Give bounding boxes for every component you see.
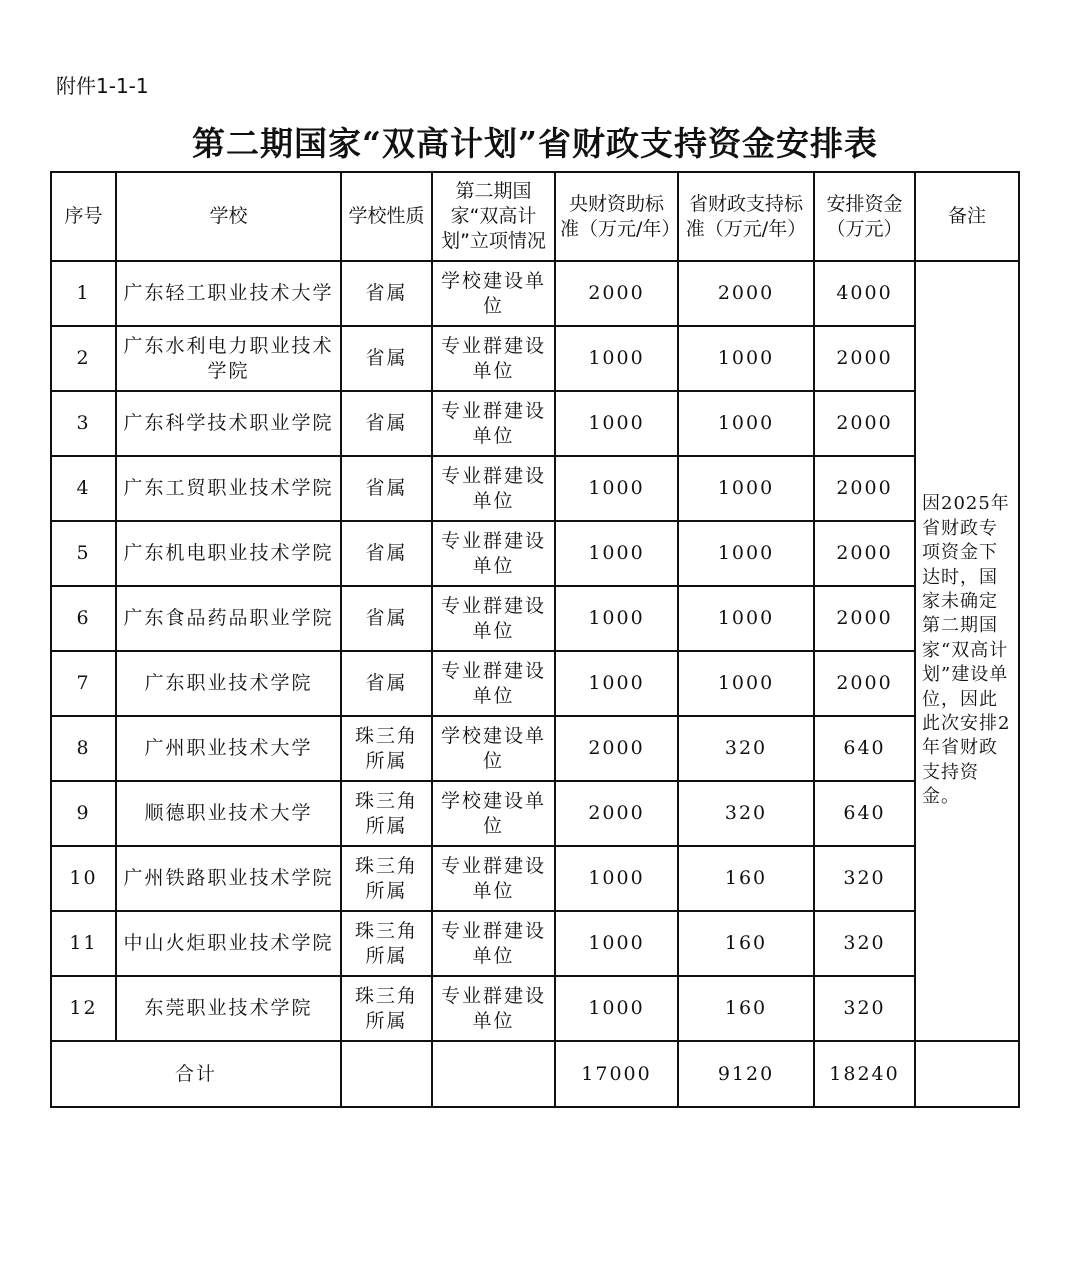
- cell-provincial: 1000: [678, 521, 814, 586]
- cell-status: 专业群建设单位: [432, 976, 555, 1041]
- table-row: [51, 716, 1019, 781]
- cell-seq: 8: [51, 716, 116, 781]
- total-status-empty: [432, 1041, 555, 1107]
- cell-provincial: 1000: [678, 456, 814, 521]
- cell-status: 专业群建设单位: [432, 911, 555, 976]
- cell-central: 1000: [555, 456, 678, 521]
- cell-school: 中山火炬职业技术学院: [116, 911, 341, 976]
- table-row: [51, 846, 1019, 911]
- cell-school: 广东机电职业技术学院: [116, 521, 341, 586]
- cell-nature: 省属: [341, 651, 432, 716]
- header-central: 央财资助标准（万元/年）: [555, 172, 678, 261]
- cell-seq: 6: [51, 586, 116, 651]
- table-header-row: [51, 172, 1019, 261]
- table-row: [51, 976, 1019, 1041]
- cell-provincial: 320: [678, 716, 814, 781]
- header-remark: 备注: [915, 172, 1019, 261]
- cell-status: 专业群建设单位: [432, 391, 555, 456]
- cell-allocated: 2000: [814, 326, 915, 391]
- cell-central: 1000: [555, 391, 678, 456]
- cell-allocated: 4000: [814, 261, 915, 326]
- cell-school: 广东科学技术职业学院: [116, 391, 341, 456]
- total-row: [51, 1041, 1019, 1107]
- cell-seq: 1: [51, 261, 116, 326]
- table-row: [51, 911, 1019, 976]
- cell-nature: 省属: [341, 521, 432, 586]
- cell-seq: 4: [51, 456, 116, 521]
- cell-nature: 珠三角所属: [341, 716, 432, 781]
- table-row: [51, 586, 1019, 651]
- cell-central: 2000: [555, 716, 678, 781]
- total-nature-empty: [341, 1041, 432, 1107]
- header-nature: 学校性质: [341, 172, 432, 261]
- cell-school: 广东食品药品职业学院: [116, 586, 341, 651]
- cell-allocated: 2000: [814, 651, 915, 716]
- cell-seq: 10: [51, 846, 116, 911]
- cell-central: 1000: [555, 586, 678, 651]
- cell-school: 广东工贸职业技术学院: [116, 456, 341, 521]
- cell-central: 1000: [555, 651, 678, 716]
- cell-allocated: 320: [814, 846, 915, 911]
- total-allocated: 18240: [814, 1041, 915, 1107]
- header-provincial: 省财政支持标准（万元/年）: [678, 172, 814, 261]
- cell-allocated: 2000: [814, 456, 915, 521]
- table-row: [51, 326, 1019, 391]
- header-status: 第二期国家“双高计划”立项情况: [432, 172, 555, 261]
- cell-provincial: 1000: [678, 651, 814, 716]
- total-provincial: 9120: [678, 1041, 814, 1107]
- total-label: 合计: [51, 1041, 341, 1107]
- cell-provincial: 1000: [678, 391, 814, 456]
- cell-seq: 11: [51, 911, 116, 976]
- cell-status: 专业群建设单位: [432, 521, 555, 586]
- cell-provincial: 160: [678, 976, 814, 1041]
- cell-allocated: 320: [814, 976, 915, 1041]
- cell-central: 1000: [555, 326, 678, 391]
- cell-school: 广州职业技术大学: [116, 716, 341, 781]
- cell-allocated: 640: [814, 781, 915, 846]
- cell-school: 广州铁路职业技术学院: [116, 846, 341, 911]
- page-title: 第二期国家“双高计划”省财政支持资金安排表: [192, 124, 878, 163]
- cell-status: 专业群建设单位: [432, 651, 555, 716]
- cell-allocated: 640: [814, 716, 915, 781]
- cell-provincial: 320: [678, 781, 814, 846]
- cell-allocated: 2000: [814, 521, 915, 586]
- cell-seq: 12: [51, 976, 116, 1041]
- cell-central: 1000: [555, 521, 678, 586]
- cell-nature: 珠三角所属: [341, 781, 432, 846]
- cell-school: 广东轻工职业技术大学: [116, 261, 341, 326]
- header-allocated: 安排资金（万元）: [814, 172, 915, 261]
- cell-nature: 珠三角所属: [341, 846, 432, 911]
- cell-provincial: 160: [678, 911, 814, 976]
- cell-status: 专业群建设单位: [432, 326, 555, 391]
- cell-school: 东莞职业技术学院: [116, 976, 341, 1041]
- cell-nature: 省属: [341, 326, 432, 391]
- funding-table: [50, 171, 1020, 1108]
- header-seq: 序号: [51, 172, 116, 261]
- cell-allocated: 2000: [814, 586, 915, 651]
- cell-provincial: 1000: [678, 586, 814, 651]
- cell-status: 专业群建设单位: [432, 586, 555, 651]
- cell-provincial: 160: [678, 846, 814, 911]
- cell-central: 1000: [555, 911, 678, 976]
- cell-provincial: 2000: [678, 261, 814, 326]
- cell-allocated: 320: [814, 911, 915, 976]
- total-central: 17000: [555, 1041, 678, 1107]
- cell-nature: 省属: [341, 586, 432, 651]
- cell-nature: 省属: [341, 261, 432, 326]
- cell-seq: 7: [51, 651, 116, 716]
- cell-remark: 因2025年省财政专项资金下达时，国家未确定第二期国家“双高计划”建设单位，因此此次安排2年省财政支持资金。: [915, 261, 1019, 1041]
- table-row: [51, 651, 1019, 716]
- total-remark-empty: [915, 1041, 1019, 1107]
- cell-central: 1000: [555, 846, 678, 911]
- cell-nature: 珠三角所属: [341, 976, 432, 1041]
- cell-nature: 省属: [341, 456, 432, 521]
- cell-status: 专业群建设单位: [432, 846, 555, 911]
- attachment-label: 附件1-1-1: [56, 74, 149, 98]
- table-row: [51, 261, 1019, 326]
- cell-school: 广东水利电力职业技术学院: [116, 326, 341, 391]
- cell-nature: 省属: [341, 391, 432, 456]
- cell-nature: 珠三角所属: [341, 911, 432, 976]
- cell-status: 学校建设单位: [432, 781, 555, 846]
- cell-seq: 9: [51, 781, 116, 846]
- cell-provincial: 1000: [678, 326, 814, 391]
- cell-seq: 3: [51, 391, 116, 456]
- table-row: [51, 521, 1019, 586]
- header-school: 学校: [116, 172, 341, 261]
- table-row: [51, 391, 1019, 456]
- cell-status: 学校建设单位: [432, 716, 555, 781]
- cell-central: 2000: [555, 261, 678, 326]
- cell-school: 广东职业技术学院: [116, 651, 341, 716]
- table-row: [51, 781, 1019, 846]
- cell-central: 1000: [555, 976, 678, 1041]
- cell-status: 专业群建设单位: [432, 456, 555, 521]
- table-row: [51, 456, 1019, 521]
- cell-seq: 2: [51, 326, 116, 391]
- cell-central: 2000: [555, 781, 678, 846]
- cell-allocated: 2000: [814, 391, 915, 456]
- cell-school: 顺德职业技术大学: [116, 781, 341, 846]
- cell-seq: 5: [51, 521, 116, 586]
- cell-status: 学校建设单位: [432, 261, 555, 326]
